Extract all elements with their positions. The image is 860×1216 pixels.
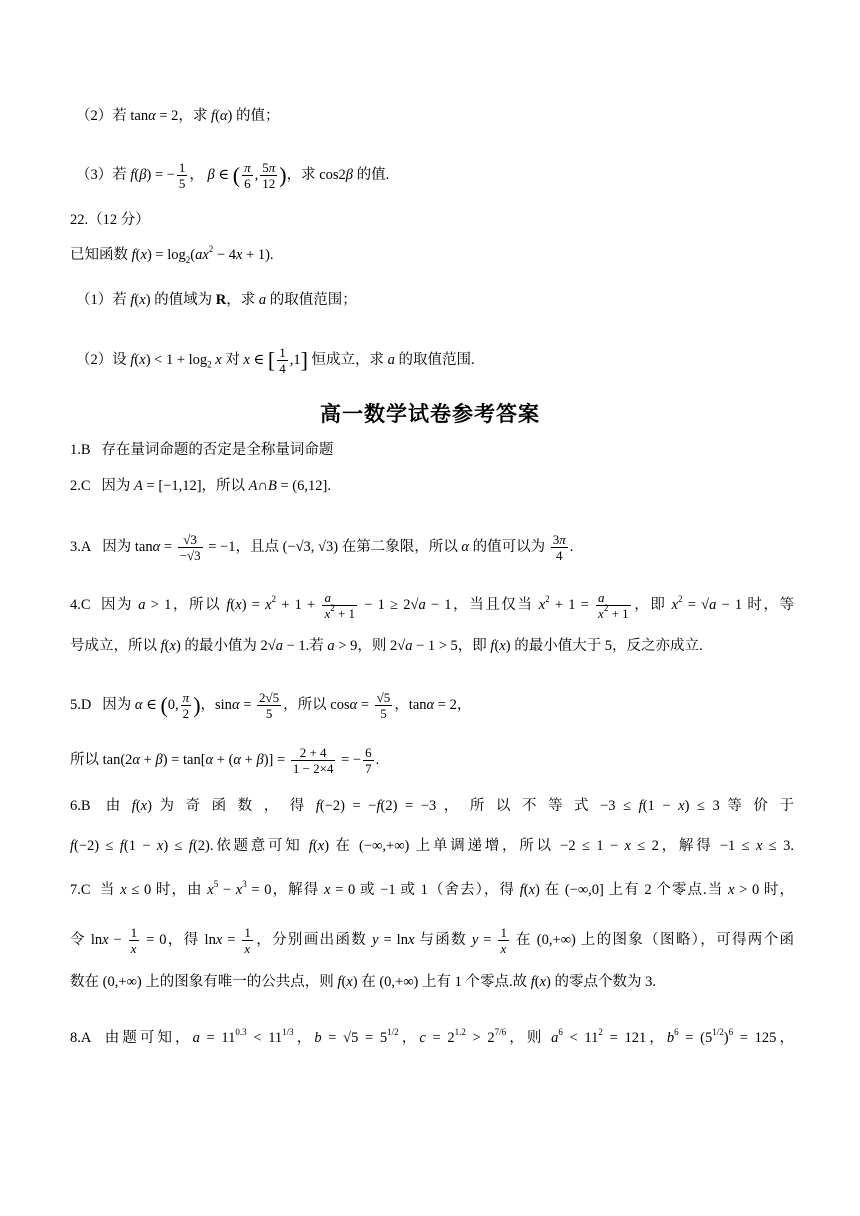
- answers-title: 高一数学试卷参考答案: [320, 402, 540, 426]
- answer-8-line1: 8.A 由题可知，$a = 11^{0.3} < 11^{1/3}$，$b = √5 = 5^{1/2}$，$c = 2^{1.2} > 2^{7/6}$，则 $a^6 < 11^2 = 121$，$b^6 = (5^{1/2})^6 = 125$，: [70, 1027, 794, 1046]
- answer-6-line1: 6.B 由 f(x) 为 奇 函 数 ， 得 f(−2) = −f(2) = −3 ， 所 以 不 等 式 −3 ≤ f(1 − x) ≤ 3 等 价 于: [70, 798, 794, 814]
- answer-2: 2.C 因为 A = [−1,12]，所以 A∩B = (6,12].: [70, 478, 331, 494]
- answer-4-line1: 4.C 因为 a > 1，所以 $f(x) = x^2 + 1$ + $\frac{a}{x^2 + 1}$ − 1 ≥ 2√a − 1，当且仅当 $x^2 + 1$ = $\frac{a}{x^2 + 1}$ ，即 $x^2 = √a - 1$ 时，等: [70, 590, 795, 621]
- answer-6-line2: f(−2) ≤ f(1 − x) ≤ f(2).依题意可知 f(x) 在 (−∞,+∞) 上单调递增，所以 −2 ≤ 1 − x ≤ 2，解得 −1 ≤ x ≤ 3.: [70, 838, 795, 854]
- answer-5-line1: 5.D 因为 α ∈ (0, $\frac{\pi}{2}$ )，sinα = $\frac{2√5}{5}$ ，所以 cosα = $\frac{√5}{5}$ ，tanα = 2，: [70, 690, 472, 721]
- answer-4-line2: 号成立，所以 f(x) 的最小值为 2√a − 1.若 a > 9，则 2√a − 1 > 5，即 f(x) 的最小值大于 5，反之亦成立.: [70, 638, 703, 654]
- q22-part1: （1）若 f(x) 的值域为 R，求 a 的取值范围；: [76, 292, 357, 308]
- q22-header: 22.（12 分）: [70, 212, 150, 228]
- answer-3: 3.A 因为 tanα = $\frac{√3}{-√3}$ = −1，且点 (−√3, √3) 在第二象限，所以 α 的值可以为 $\frac{3\pi}{4}$ .: [70, 532, 574, 563]
- answer-1: 1.B 存在量词命题的否定是全称量词命题: [70, 442, 334, 458]
- q21-part3: （3）若 f(β) = − $\frac{1}{5}$ ， β ∈ ( $\frac{\pi}{6}$ , $\frac{5\pi}{12}$ )，求 cos2β 的值.: [76, 160, 390, 191]
- answer-5-line2: 所以 tan(2α + β) = tan[α + (α + β)] = $\frac{2 + 4}{1 - 2\times 4}$ = − $\frac{6}{7}$ .: [70, 745, 380, 776]
- answer-7-line2: 令 lnx − $\frac{1}{x}$ = 0，得 lnx = $\frac{1}{x}$ ，分别画出函数 y = lnx 与函数 y = $\frac{1}{x}$ 在 (0,+∞) 上的图象（图略），可得两个函: [70, 925, 794, 956]
- answer-7-line1: 7.C 当 x ≤ 0 时，由 $x^5 - x^3 = 0$，解得 x = 0 或 −1 或 1（舍去），得 f(x) 在 (−∞,0] 上有 2 个零点.当 x > 0 时，: [70, 879, 794, 898]
- answer-7-line3: 数在 (0,+∞) 上的图象有唯一的公共点，则 f(x) 在 (0,+∞) 上有 1 个零点.故 f(x) 的零点个数为 3.: [70, 974, 656, 990]
- q22-stem: 已知函数 $f(x) = \log_2(ax^2 - 4x + 1)$.: [70, 244, 274, 265]
- q22-part2: （2）设 $f(x) < 1 + \log_2 x$ 对 x ∈ [ $\frac{1}{4}$ ,1] 恒成立，求 a 的取值范围.: [76, 345, 475, 376]
- q21-part2: （2）若 tanα = 2，求 f(α) 的值；: [76, 108, 280, 124]
